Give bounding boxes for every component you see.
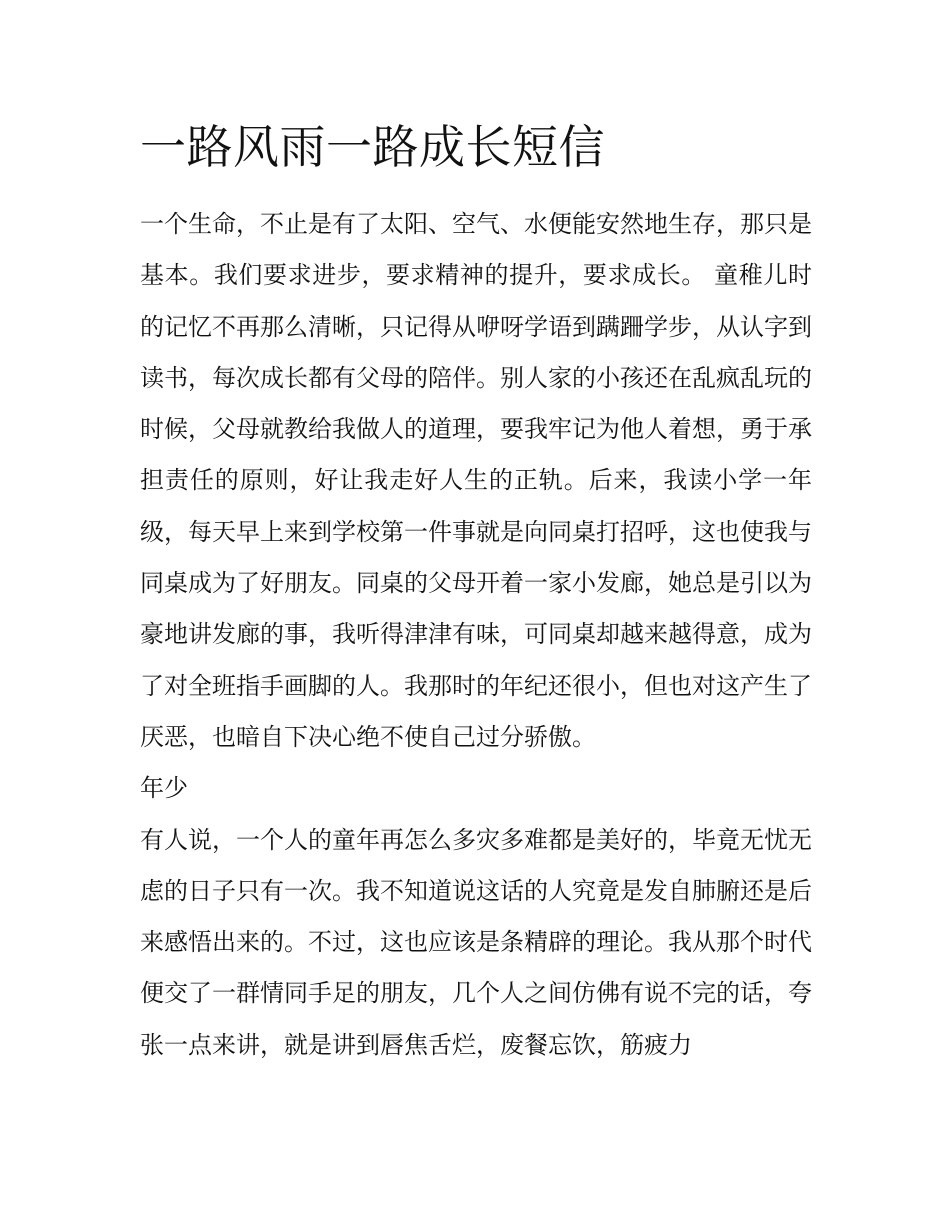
paragraph: 一个生命，不止是有了太阳、空气、水便能安然地生存，那只是基本。我们要求进步，要求精神的提升，要求成长。 童稚儿时的记忆不再那么清晰，只记得从咿呀学语到蹒跚学步，从认字到读书，每次成长都有父母的陪伴。别人家的小孩还在乱疯乱玩的时候，父母就教给我做人的道理，要我牢记为他人着想，勇于承担责任的原则，好让我走好人生的正轨。后来，我读小学一年级，每天早上来到学校第一件事就是向同桌打招呼，这也使我与同桌成为了好朋友。同桌的父母开着一家小发廊，她总是引以为豪地讲发廊的事，我听得津津有味，可同桌却越来越得意，成为了对全班指手画脚的人。我那时的年纪还很小，但也对这产生了厌恶，也暗自下决心绝不使自己过分骄傲。 [140,210,812,751]
document-body [140,199,812,1071]
section-heading: 年少 [140,774,188,803]
document-title: 一路风雨一路成长短信 [140,120,605,174]
paragraph: 有人说，一个人的童年再怎么多灾多难都是美好的，毕竟无忧无虑的日子只有一次。我不知道说这话的人究竟是发自肺腑还是后来感悟出来的。不过，这也应该是条精辟的理论。我从那个时代便交了一群情同手足的朋友，几个人之间仿佛有说不完的话，夸张一点来讲，就是讲到唇焦舌烂，废餐忘饮，筋疲力 [140,825,812,1059]
